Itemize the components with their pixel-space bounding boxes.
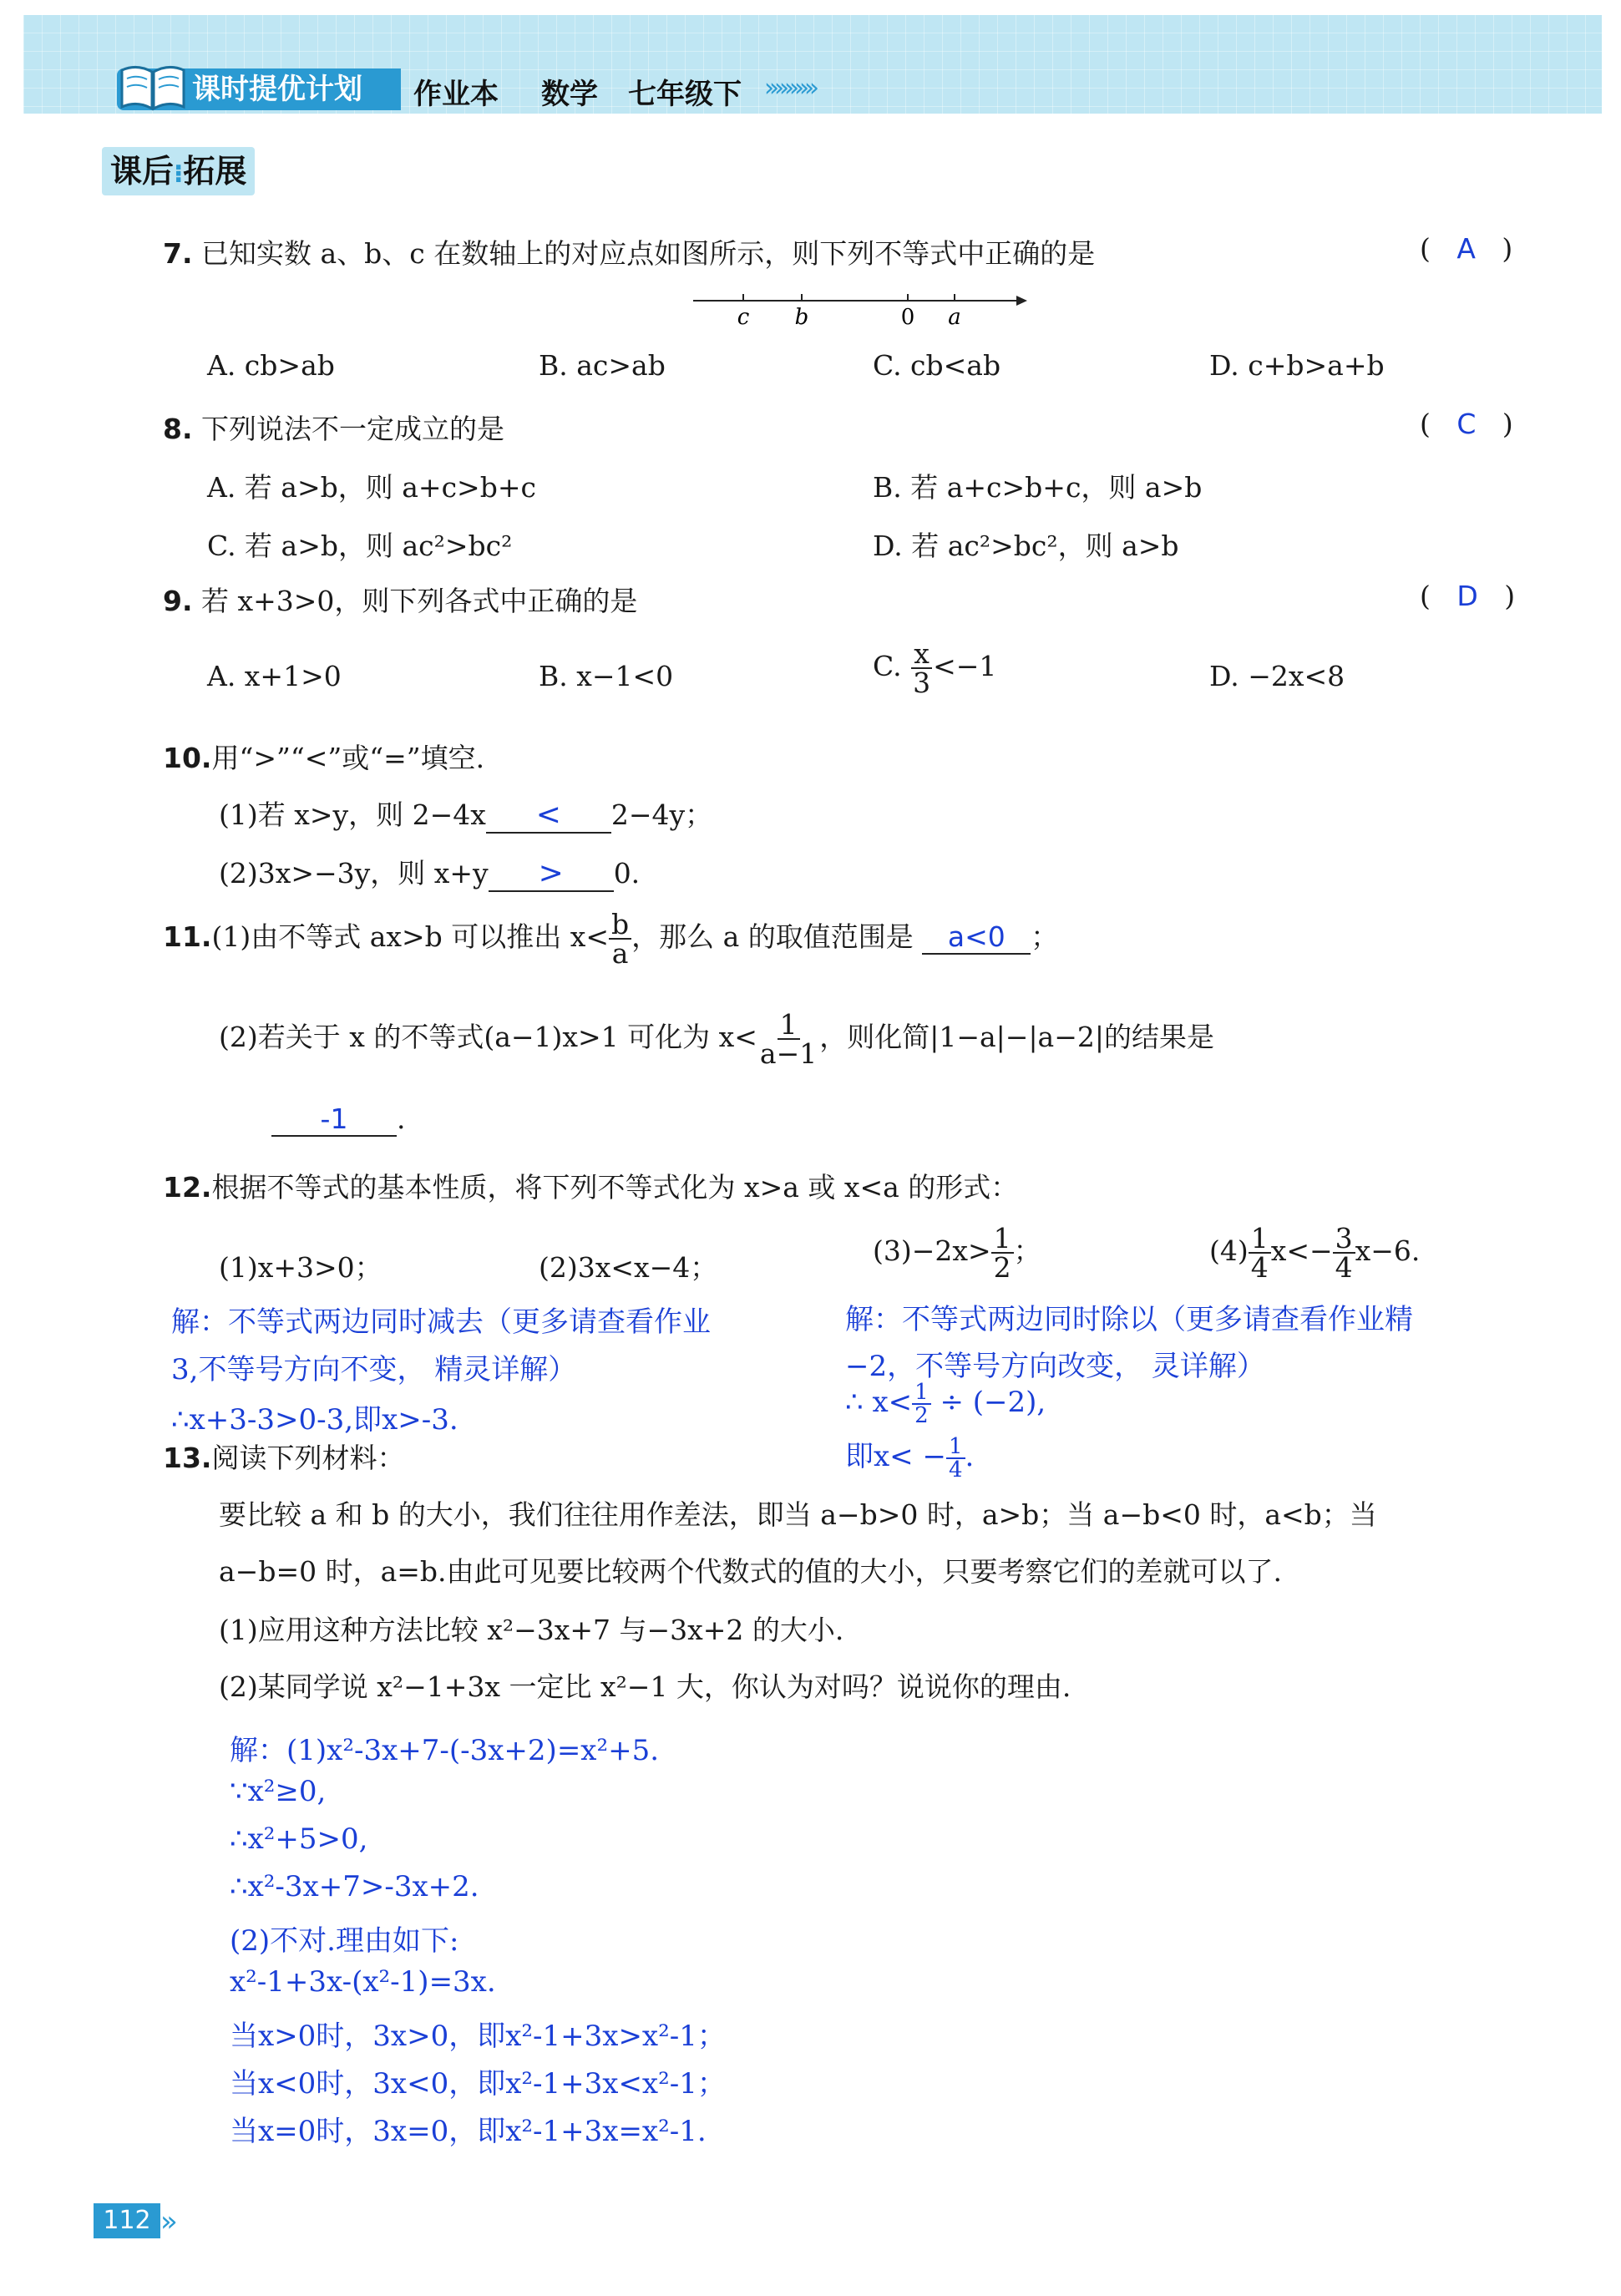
book-type: 作业本 <box>413 78 499 111</box>
q13-solution-line: x²-1+3x-(x²-1)=3x. <box>230 1965 496 1999</box>
fraction: $\frac{3}{4}$ <box>1333 1224 1355 1281</box>
q7-option-c: C. cb<ab <box>873 349 1001 382</box>
q7-answer: ( A ) <box>1420 232 1513 265</box>
q10-part2: (2)3x>−3y，则 x+y > 0. <box>219 856 641 890</box>
q10-part1: (1)若 x>y，则 2−4x < 2−4y； <box>219 798 713 832</box>
fraction: $\frac{1}{a-1}$ <box>759 1008 818 1070</box>
q12-solution-right-1: 解：不等式两边同时除以（更多请查看作业精 <box>845 1303 1413 1336</box>
axis-label-0: 0 <box>900 305 915 330</box>
q12-part2: (2)3x<x−4； <box>539 1251 718 1284</box>
q13-solution-line: 当x=0时，3x=0，即x²-1+3x=x²-1. <box>230 2115 707 2148</box>
q12-solution-right-4: 即x< − $\frac{1}{4}$ . <box>845 1434 975 1483</box>
axis-label-c: c <box>737 305 750 330</box>
fraction: $\frac{1}{4}$ <box>1249 1224 1271 1281</box>
q7-stem: 7. 已知实数 a、b、c 在数轴上的对应点如图所示，则下列不等式中正确的是 <box>163 237 1096 270</box>
q12-solution-left-3: ∴x+3-3>0-3,即x>-3. <box>171 1403 458 1437</box>
q13-body-2: a−b=0 时，a=b.由此可见要比较两个代数式的值的大小，只要考察它们的差就可以了. <box>219 1555 1283 1588</box>
open-book-icon <box>117 62 189 112</box>
q13-stem: 13.阅读下列材料： <box>163 1442 405 1474</box>
q7-option-b: B. ac>ab <box>539 349 666 382</box>
q9-option-d: D. −2x<8 <box>1209 660 1345 692</box>
q11-part2-answer: -1 . <box>271 1102 406 1137</box>
grade: 七年级下 <box>628 78 742 111</box>
q13-solution-line: 当x>0时，3x>0，即x²-1+3x>x²-1； <box>230 2020 726 2053</box>
axis-label-b: b <box>794 305 809 330</box>
q8-option-d: D. 若 ac²>bc²，则 a>b <box>873 530 1179 562</box>
q12-part1: (1)x+3>0； <box>219 1251 382 1284</box>
fraction: $\frac{1}{2}$ <box>912 1381 931 1427</box>
fraction: $\frac{b}{a}$ <box>609 910 631 967</box>
q13-part1: (1)应用这种方法比较 x²−3x+7 与−3x+2 的大小. <box>219 1614 844 1646</box>
fraction: $\frac{1}{2}$ <box>991 1224 1014 1281</box>
q13-solution-line: 解：(1)x²-3x+7-(-3x+2)=x²+5. <box>230 1734 660 1767</box>
q8-option-a: A. 若 a>b，则 a+c>b+c <box>207 471 536 504</box>
q9-option-a: A. x+1>0 <box>207 660 342 692</box>
section-divider-icon: ⁝ <box>174 160 184 189</box>
q9-stem: 9. 若 x+3>0，则下列各式中正确的是 <box>163 585 638 617</box>
q12-part4: (4) $\frac{1}{4}$ x<− $\frac{3}{4}$ x−6. <box>1209 1222 1421 1284</box>
q8-option-c: C. 若 a>b，则 ac²>bc² <box>207 530 513 562</box>
q12-solution-left-1: 解：不等式两边同时减去（更多请查看作业 <box>171 1305 711 1339</box>
brand-label: 课时提优计划 <box>117 68 401 110</box>
axis-label-a: a <box>948 305 961 330</box>
q8-answer: ( C ) <box>1420 408 1513 440</box>
q13-solution-line: ∵x²≥0, <box>230 1775 327 1808</box>
q13-body-1: 要比较 a 和 b 的大小，我们往往用作差法，即当 a−b>0 时，a>b；当 a−b<0 时，a<b；当 <box>219 1498 1377 1531</box>
q13-solution-line: 当x<0时，3x<0，即x²-1+3x<x²-1； <box>230 2067 726 2101</box>
q12-solution-right-2: −2，不等号方向改变， 灵详解） <box>845 1350 1265 1383</box>
q11-part1: 11.(1)由不等式 ax>b 可以推出 x< $\frac{b}{a}$ ，那么 a 的取值范围是 a<0 ； <box>163 908 1059 970</box>
q9-answer: ( D ) <box>1420 580 1516 612</box>
q12-solution-left-2: 3,不等号方向不变， 精灵详解） <box>171 1353 577 1386</box>
q13-solution-line: ∴x²+5>0, <box>230 1822 368 1856</box>
q7-option-d: D. c+b>a+b <box>1209 349 1385 382</box>
q10-stem: 10.用“>”“<”或“=”填空. <box>163 742 485 774</box>
q9-option-b: B. x−1<0 <box>539 660 674 692</box>
q7-option-a: A. cb>ab <box>207 349 335 382</box>
subject: 数学 <box>541 78 598 111</box>
q9-option-c: C. $\frac{x}{3}$ <−1 <box>873 637 997 699</box>
q13-part2: (2)某同学说 x²−1+3x 一定比 x²−1 大，你认为对吗？说说你的理由. <box>219 1670 1071 1703</box>
fraction: $\frac{1}{4}$ <box>946 1436 965 1481</box>
page-chevron-icon: » <box>160 2205 171 2238</box>
q12-solution-right-3: ∴ x< $\frac{1}{2}$ ÷ (−2), <box>845 1380 1046 1428</box>
page-number: 112 <box>94 2203 160 2238</box>
q12-part3: (3)−2x> $\frac{1}{2}$ ； <box>873 1222 1041 1284</box>
q8-option-b: B. 若 a+c>b+c，则 a>b <box>873 471 1203 504</box>
q7-number-line <box>689 284 1031 334</box>
fraction: $\frac{x}{3}$ <box>913 637 931 699</box>
q12-stem: 12.根据不等式的基本性质，将下列不等式化为 x>a 或 x<a 的形式： <box>163 1171 1019 1204</box>
q13-solution-line: ∴x²-3x+7>-3x+2. <box>230 1870 479 1903</box>
q13-solution-line: (2)不对.理由如下: <box>230 1924 459 1958</box>
chevron-decoration: ›››››››››› <box>764 73 814 103</box>
section-title: 课后⁝拓展 <box>102 147 255 195</box>
q8-stem: 8. 下列说法不一定成立的是 <box>163 413 504 445</box>
q11-part2: (2)若关于 x 的不等式(a−1)x>1 可化为 x< $\frac{1}{a-1}$ ，则化简|1−a|−|a−2|的结果是 <box>219 1008 1214 1070</box>
